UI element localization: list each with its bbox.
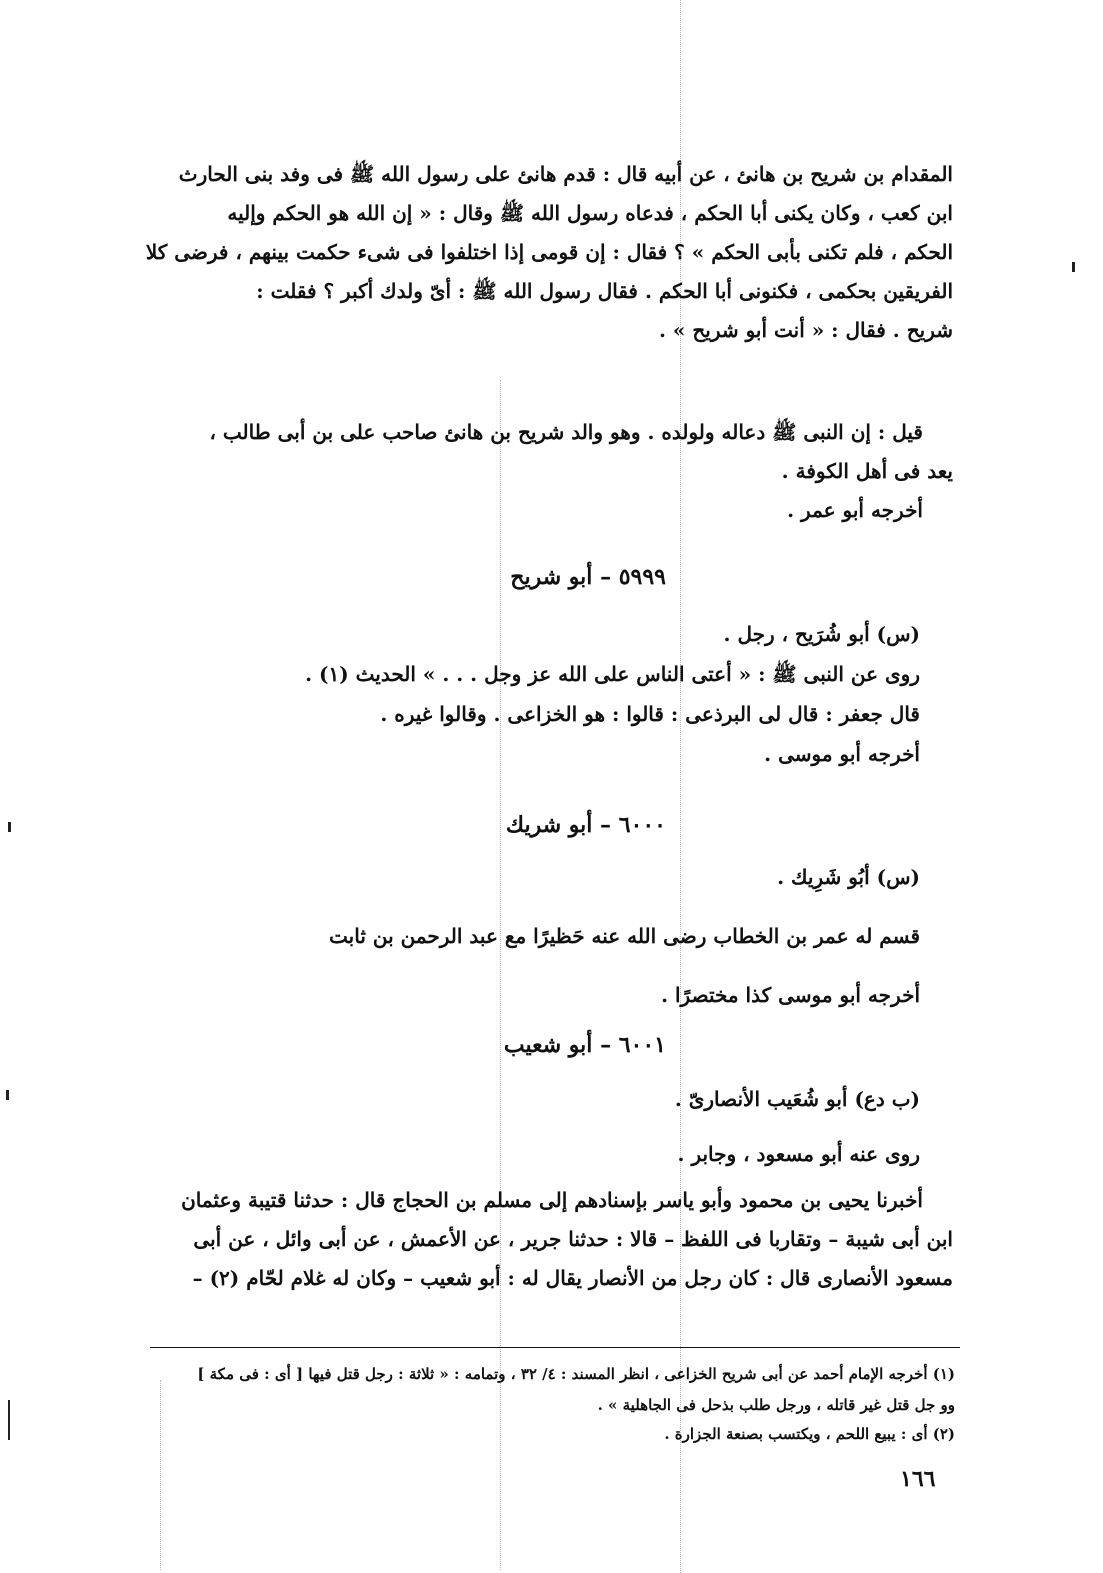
footnote-1-continued: وو جل قتل غير قاتله ، ورجل طلب بذحل فى الجاهلية » . (597, 1396, 955, 1414)
entry-heading-6000: ٦٠٠٠ – أبو شريك (505, 812, 666, 838)
text-line: شريح . فقال : « أنت أبو شريح » . (658, 318, 953, 342)
paragraph-note (80, 413, 953, 530)
entry-line: أخرجه أبو موسى . (764, 742, 920, 766)
text-line: أخرجه أبو عمر . (787, 498, 923, 522)
paragraph-abu-shuayb (80, 1181, 953, 1298)
entry-line: (س) أبو شُرَيح ، رجل . (723, 622, 920, 646)
text-line: الحكم ، فلم تكنى بأبى الحكم » ؟ فقال : إن قومى إذا اختلفوا فى شىء حكمت بينهم ، فرضى كلا (145, 240, 953, 264)
text-line: مسعود الأنصارى قال : كان رجل من الأنصار يقال له : أبو شعيب – وكان له غلام لحّام (٢) – (192, 1266, 953, 1290)
text-line: أخبرنا يحيى بن محمود وأبو ياسر بإسنادهم إلى مسلم بن الحجاج قال : حدثنا قتيبة وعثمان (181, 1188, 923, 1212)
entry-heading-5999: ٥٩٩٩ – أبو شريح (510, 564, 666, 590)
text-line: الفريقين بحكمى ، فكنونى أبا الحكم . فقال رسول الله ﷺ : أىّ ولدك أكبر ؟ فقلت : (256, 279, 953, 303)
entry-line: (ب دع) أبو شُعَيب الأنصارىّ . (674, 1087, 920, 1111)
scan-mark (8, 822, 11, 832)
text-line: ابن أبى شيبة – وتقاربا فى اللفظ – قالا : حدثنا جرير ، عن الأعمش ، عن أبى وائل ، عن أبى (193, 1227, 953, 1251)
text-line: يعد فى أهل الكوفة . (781, 459, 953, 483)
entry-line: أخرجه أبو موسى كذا مختصرًا . (661, 983, 920, 1007)
scan-mark (1072, 262, 1075, 272)
footnote-2: (٢) أى : يبيع اللحم ، ويكتسب بصنعة الجزارة . (664, 1425, 955, 1443)
entry-heading-6001: ٦٠٠١ – أبو شعيب (503, 1032, 666, 1058)
entry-line: روى عن النبى ﷺ : « أعتى الناس على الله عز وجل . . . » الحديث (١) . (305, 662, 920, 686)
scan-mark (8, 1400, 10, 1440)
page-number: ١٦٦ (900, 1466, 936, 1492)
scan-mark (6, 1090, 9, 1100)
entry-line: روى عنه أبو مسعود ، وجابر . (677, 1142, 920, 1166)
text-line: قيل : إن النبى ﷺ دعاله ولولده . وهو والد شريح بن هانئ صاحب على بن أبى طالب ، (209, 420, 923, 444)
scan-dotted-line (500, 380, 502, 1570)
paragraph-hani-hadith (80, 155, 953, 350)
text-line: ابن كعب ، وكان يكنى أبا الحكم ، فدعاه رسول الله ﷺ وقال : « إن الله هو الحكم وإليه (227, 201, 953, 225)
text-line: المقدام بن شريح بن هانئ ، عن أبيه قال : قدم هانئ على رسول الله ﷺ فى وفد بنى الحارث (178, 162, 953, 186)
entry-line: قال جعفر : قال لى البرذعى : قالوا : هو الخزاعى . وقالوا غيره . (380, 702, 920, 726)
scan-dotted-line (160, 1380, 162, 1570)
footnote-separator (150, 1347, 960, 1348)
footnote-1: (١) أخرجه الإمام أحمد عن أبى شريح الخزاعى ، انظر المسند : ٤/ ٣٢ ، وتمامه : « ثلاثة : رجل قتل فيها [ أى : فى مكة ] (197, 1365, 955, 1383)
entry-line: (س) أبُو شَرِيك . (777, 865, 920, 889)
entry-line: قسم له عمر بن الخطاب رضى الله عنه حَظيرًا مع عبد الرحمن بن ثابت (329, 924, 920, 948)
